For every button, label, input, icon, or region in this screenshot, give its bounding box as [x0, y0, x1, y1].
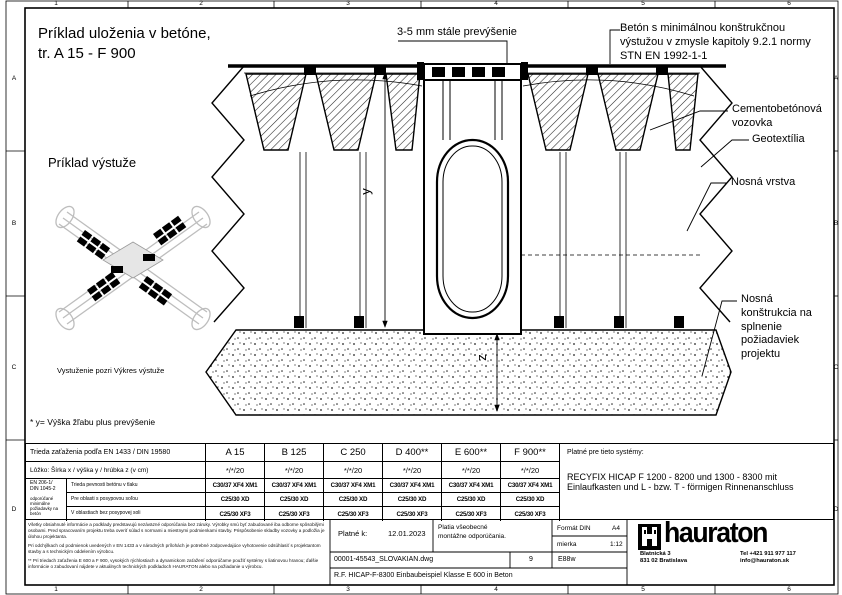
company-email: info@hauraton.sk	[740, 558, 790, 565]
row-index-left: C	[11, 364, 17, 371]
row-index-left: A	[11, 75, 17, 82]
col-index-bottom: 5	[641, 586, 645, 593]
row-index-left: B	[11, 220, 17, 227]
valid-label: Platné k:	[338, 529, 368, 538]
load-class-cell: B 125	[265, 444, 324, 462]
concrete-value-cell: C30/37 XF4 XM1	[324, 479, 383, 493]
concrete-value-cell: C25/30 XD	[501, 493, 560, 507]
concrete-value-cell: C30/37 XF4 XM1	[265, 479, 324, 493]
label-structure-line2: konštrukcia na	[741, 306, 812, 319]
row-index-right: B	[833, 220, 839, 227]
channel-section	[417, 62, 528, 334]
standard-note: odporúčané minimálne požiadavky na betón	[30, 495, 59, 516]
disclaimer-paragraph: Všetky obsiahnuté informácie a podklady predstavujú nezáväzné odporúčania bez záruky. Výrobky smú byť zabudované iba odborne spôsobilými osobami. Pred spracovaním projektu treba overiť súlad s normami a miestnymi podmienkami stavby. Prispôsobenie skladby vozovky a podložia je úlohou projektanta.	[28, 522, 325, 539]
concrete-note-line2: výstužou v zmysle kapitoly 9.2.1 normy	[620, 35, 811, 48]
label-base-layer: Nosná vrstva	[731, 176, 796, 188]
col-index-top: 5	[641, 0, 645, 7]
col-index-top: 1	[54, 0, 58, 7]
scale-value: 1:12	[610, 541, 623, 548]
standard-line2: DIN 1045-2	[30, 485, 56, 492]
company-address-line2: 831 02 Bratislava	[640, 558, 688, 565]
company-phone: Tel +421 911 977 117	[740, 551, 796, 557]
disclaimer-paragraph: ** Pri triedach zaťaženia E 600 a F 900, vysokých rýchlostiach a dynamickom zaťažení odporúčame použiť systémy s liatinovou hranou; ďalšie informácie o zabudovaní nájdete v aktuálnych technických podkladoch HAURATON alebo na požiadanie u výrobcu.	[28, 557, 319, 569]
label-structure-line5: projektu	[741, 348, 781, 360]
foundation-layer	[206, 330, 731, 415]
dimension-label-y: y	[357, 188, 373, 195]
bedding-value-cell: */*/20	[383, 462, 442, 479]
reinforcement-title: Príklad výstuže	[48, 155, 137, 170]
load-class-cell: E 600**	[442, 444, 501, 462]
load-class-label-cell: Trieda zaťaženia podľa EN 1433 / DIN 19580	[26, 444, 206, 462]
systems-title: Platné pre tieto systémy:	[567, 449, 644, 456]
label-structure	[741, 293, 812, 362]
valid-date: 12.01.2023	[388, 529, 426, 538]
col-index-bottom: 2	[199, 586, 203, 593]
concrete-note-line3: STN EN 1992-1-1	[620, 49, 708, 62]
concrete-value-cell: C30/37 XF4 XM1	[206, 479, 265, 493]
label-structure-line3: splnenie	[741, 320, 782, 333]
concrete-row-label: Pre oblasti s posypovou soľou	[67, 493, 206, 507]
concrete-value-cell: C25/30 XF3	[442, 507, 501, 521]
company-block	[627, 517, 834, 585]
concrete-row-label: Trieda pevnosti betónu v tlaku	[67, 479, 206, 493]
load-class-cell: C 250	[324, 444, 383, 462]
concrete-reinforcement-note	[620, 22, 811, 63]
concrete-value-cell: C25/30 XF3	[206, 507, 265, 521]
concrete-value-cell: C25/30 XD	[442, 493, 501, 507]
sheet-number: 9	[529, 556, 533, 563]
bedding-value-cell: */*/20	[206, 462, 265, 479]
bedding-value-cell: */*/20	[501, 462, 560, 479]
row-index-right: A	[833, 75, 839, 82]
bedding-value-cell: */*/20	[265, 462, 324, 479]
concrete-value-cell: C25/30 XD	[324, 493, 383, 507]
disclaimer-block	[28, 522, 327, 573]
company-contact	[740, 551, 796, 565]
file-name: 00001-45543_SLOVAKIAN.dwg	[334, 556, 434, 563]
systems-text-line1: RECYFIX HICAP F 1200 - 8200 und 1300 - 8300 mit	[567, 472, 777, 482]
concrete-value-cell: C25/30 XD	[383, 493, 442, 507]
general-note-line2: montážne odporúčania.	[438, 532, 506, 540]
standard-cell	[26, 479, 67, 521]
concrete-value-cell: C25/30 XF3	[265, 507, 324, 521]
label-structure-line1: Nosná	[741, 293, 773, 305]
dimension-label-z: z	[473, 354, 489, 361]
systems-text-line2: Einlaufkasten und L - bzw. T - förmigen Rinnenanschluss	[567, 482, 794, 492]
drawing-heading	[38, 24, 211, 63]
format-value: A4	[612, 525, 620, 532]
camber-note: 3-5 mm stále prevýšenie	[397, 26, 517, 38]
concrete-value-cell: C30/37 XF4 XM1	[383, 479, 442, 493]
drawing-heading-line1: Príklad uloženia v betóne,	[38, 25, 211, 42]
label-structure-line4: požiadaviek	[741, 334, 800, 347]
concrete-row-label: V oblastiach bez posypovej soli	[67, 507, 206, 521]
systems-cell	[560, 444, 835, 521]
row-index-right: D	[833, 506, 839, 513]
bedding-label-cell: Lôžko: Šírka x / výška y / hrúbka z (v cm)	[26, 462, 206, 479]
col-index-bottom: 3	[346, 586, 350, 593]
scale-label: mierka	[557, 541, 577, 548]
col-index-bottom: 4	[494, 586, 498, 593]
col-index-bottom: 1	[54, 586, 58, 593]
company-address	[640, 551, 687, 565]
col-index-top: 3	[346, 0, 350, 7]
footnote-y: * y= Výška žľabu plus prevýšenie	[30, 417, 156, 427]
load-class-cell: F 900**	[501, 444, 560, 462]
col-index-top: 4	[494, 0, 498, 7]
label-pavement-line2: vozovka	[732, 116, 773, 129]
concrete-value-cell: C25/30 XD	[265, 493, 324, 507]
concrete-value-cell: C25/30 XF3	[501, 507, 560, 521]
disclaimer-paragraph: Pri odchýlkach od podmienok uvedených v EN 1433 a v národných prílohách je potrebné zodpovedajúce vyhotovenie odsúhlasiť s projektantom stavby a s technickým oddelením výrobcu.	[28, 542, 321, 554]
general-note	[438, 524, 506, 542]
concrete-value-cell: C25/30 XD	[206, 493, 265, 507]
drawing-heading-line2: tr. A 15 - F 900	[38, 44, 136, 62]
bedding-value-cell: */*/20	[442, 462, 501, 479]
load-class-cell: D 400**	[383, 444, 442, 462]
reinforcement-isometric	[52, 203, 213, 333]
row-index-right: C	[833, 364, 839, 371]
col-index-top: 6	[787, 0, 791, 7]
concrete-note-line1: Betón s minimálnou konštrukčnou	[620, 22, 786, 34]
revision-code: E88w	[558, 556, 576, 563]
label-geotextile: Geotextília	[752, 133, 805, 145]
hauraton-wordmark: hauraton	[664, 517, 768, 549]
concrete-value-cell: C30/37 XF4 XM1	[501, 479, 560, 493]
concrete-value-cell: C25/30 XF3	[324, 507, 383, 521]
company-address-line1: Blatnická 3	[640, 551, 671, 557]
concrete-value-cell: C30/37 XF4 XM1	[442, 479, 501, 493]
concrete-value-cell: C25/30 XF3	[383, 507, 442, 521]
drawing-title: R.F. HICAP-F-8300 Einbaubeispiel Klasse E 600 in Beton	[334, 572, 513, 579]
load-class-table	[25, 443, 834, 520]
standard-line1: EN 206-1/	[30, 480, 53, 486]
row-index-left: D	[11, 506, 17, 513]
col-index-bottom: 6	[787, 586, 791, 593]
general-note-line1: Platia všeobecné	[438, 524, 488, 531]
format-label: Formát DIN	[557, 525, 591, 532]
label-pavement	[732, 103, 822, 131]
col-index-top: 2	[199, 0, 203, 7]
reinforcement-caption: Vystuženie pozri Výkres výstuže	[57, 366, 165, 375]
bedding-value-cell: */*/20	[324, 462, 383, 479]
label-pavement-line1: Cementobetónová	[732, 103, 822, 115]
load-class-cell: A 15	[206, 444, 265, 462]
hauraton-logo-icon	[638, 524, 661, 550]
